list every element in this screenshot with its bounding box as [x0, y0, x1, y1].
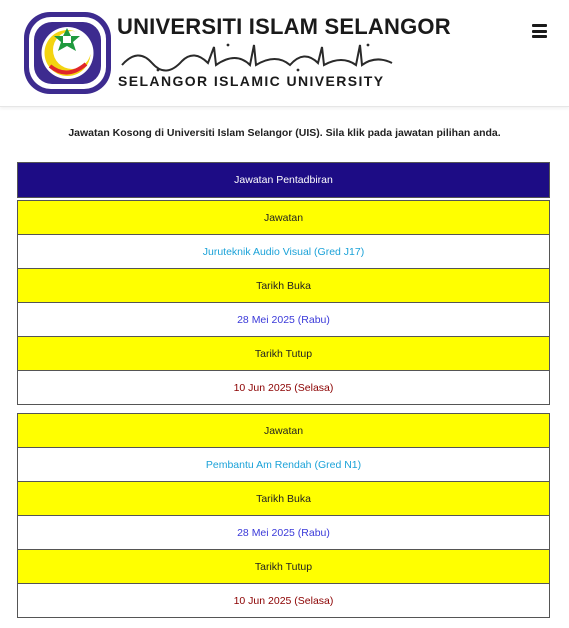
vacancy-table-1	[17, 162, 550, 405]
close-date-value: 10 Jun 2025 (Selasa)	[18, 584, 550, 618]
section-title: Jawatan Pentadbiran	[18, 163, 550, 198]
position-label: Jawatan	[18, 414, 550, 448]
uis-crest-logo[interactable]	[20, 8, 115, 98]
open-date-value: 28 Mei 2025 (Rabu)	[18, 516, 550, 550]
open-date-label: Tarikh Buka	[18, 482, 550, 516]
open-date-label: Tarikh Buka	[18, 269, 550, 303]
university-name: UNIVERSITI ISLAM SELANGOR	[117, 14, 451, 39]
close-date-label: Tarikh Tutup	[18, 550, 550, 584]
position-link[interactable]: Juruteknik Audio Visual (Gred J17)	[18, 235, 550, 269]
site-header	[0, 0, 569, 107]
vacancy-table-2	[17, 413, 550, 618]
open-date-value: 28 Mei 2025 (Rabu)	[18, 303, 550, 337]
intro-text: Jawatan Kosong di Universiti Islam Selangor (UIS). Sila klik pada jawatan pilihan anda.	[68, 127, 501, 139]
university-name-english: SELANGOR ISLAMIC UNIVERSITY	[118, 73, 385, 89]
arabic-university-name	[118, 41, 396, 73]
position-link[interactable]: Pembantu Am Rendah (Gred N1)	[18, 448, 550, 482]
position-label: Jawatan	[18, 201, 550, 235]
close-date-label: Tarikh Tutup	[18, 337, 550, 371]
close-date-value: 10 Jun 2025 (Selasa)	[18, 371, 550, 405]
hamburger-menu-icon[interactable]	[532, 24, 547, 38]
